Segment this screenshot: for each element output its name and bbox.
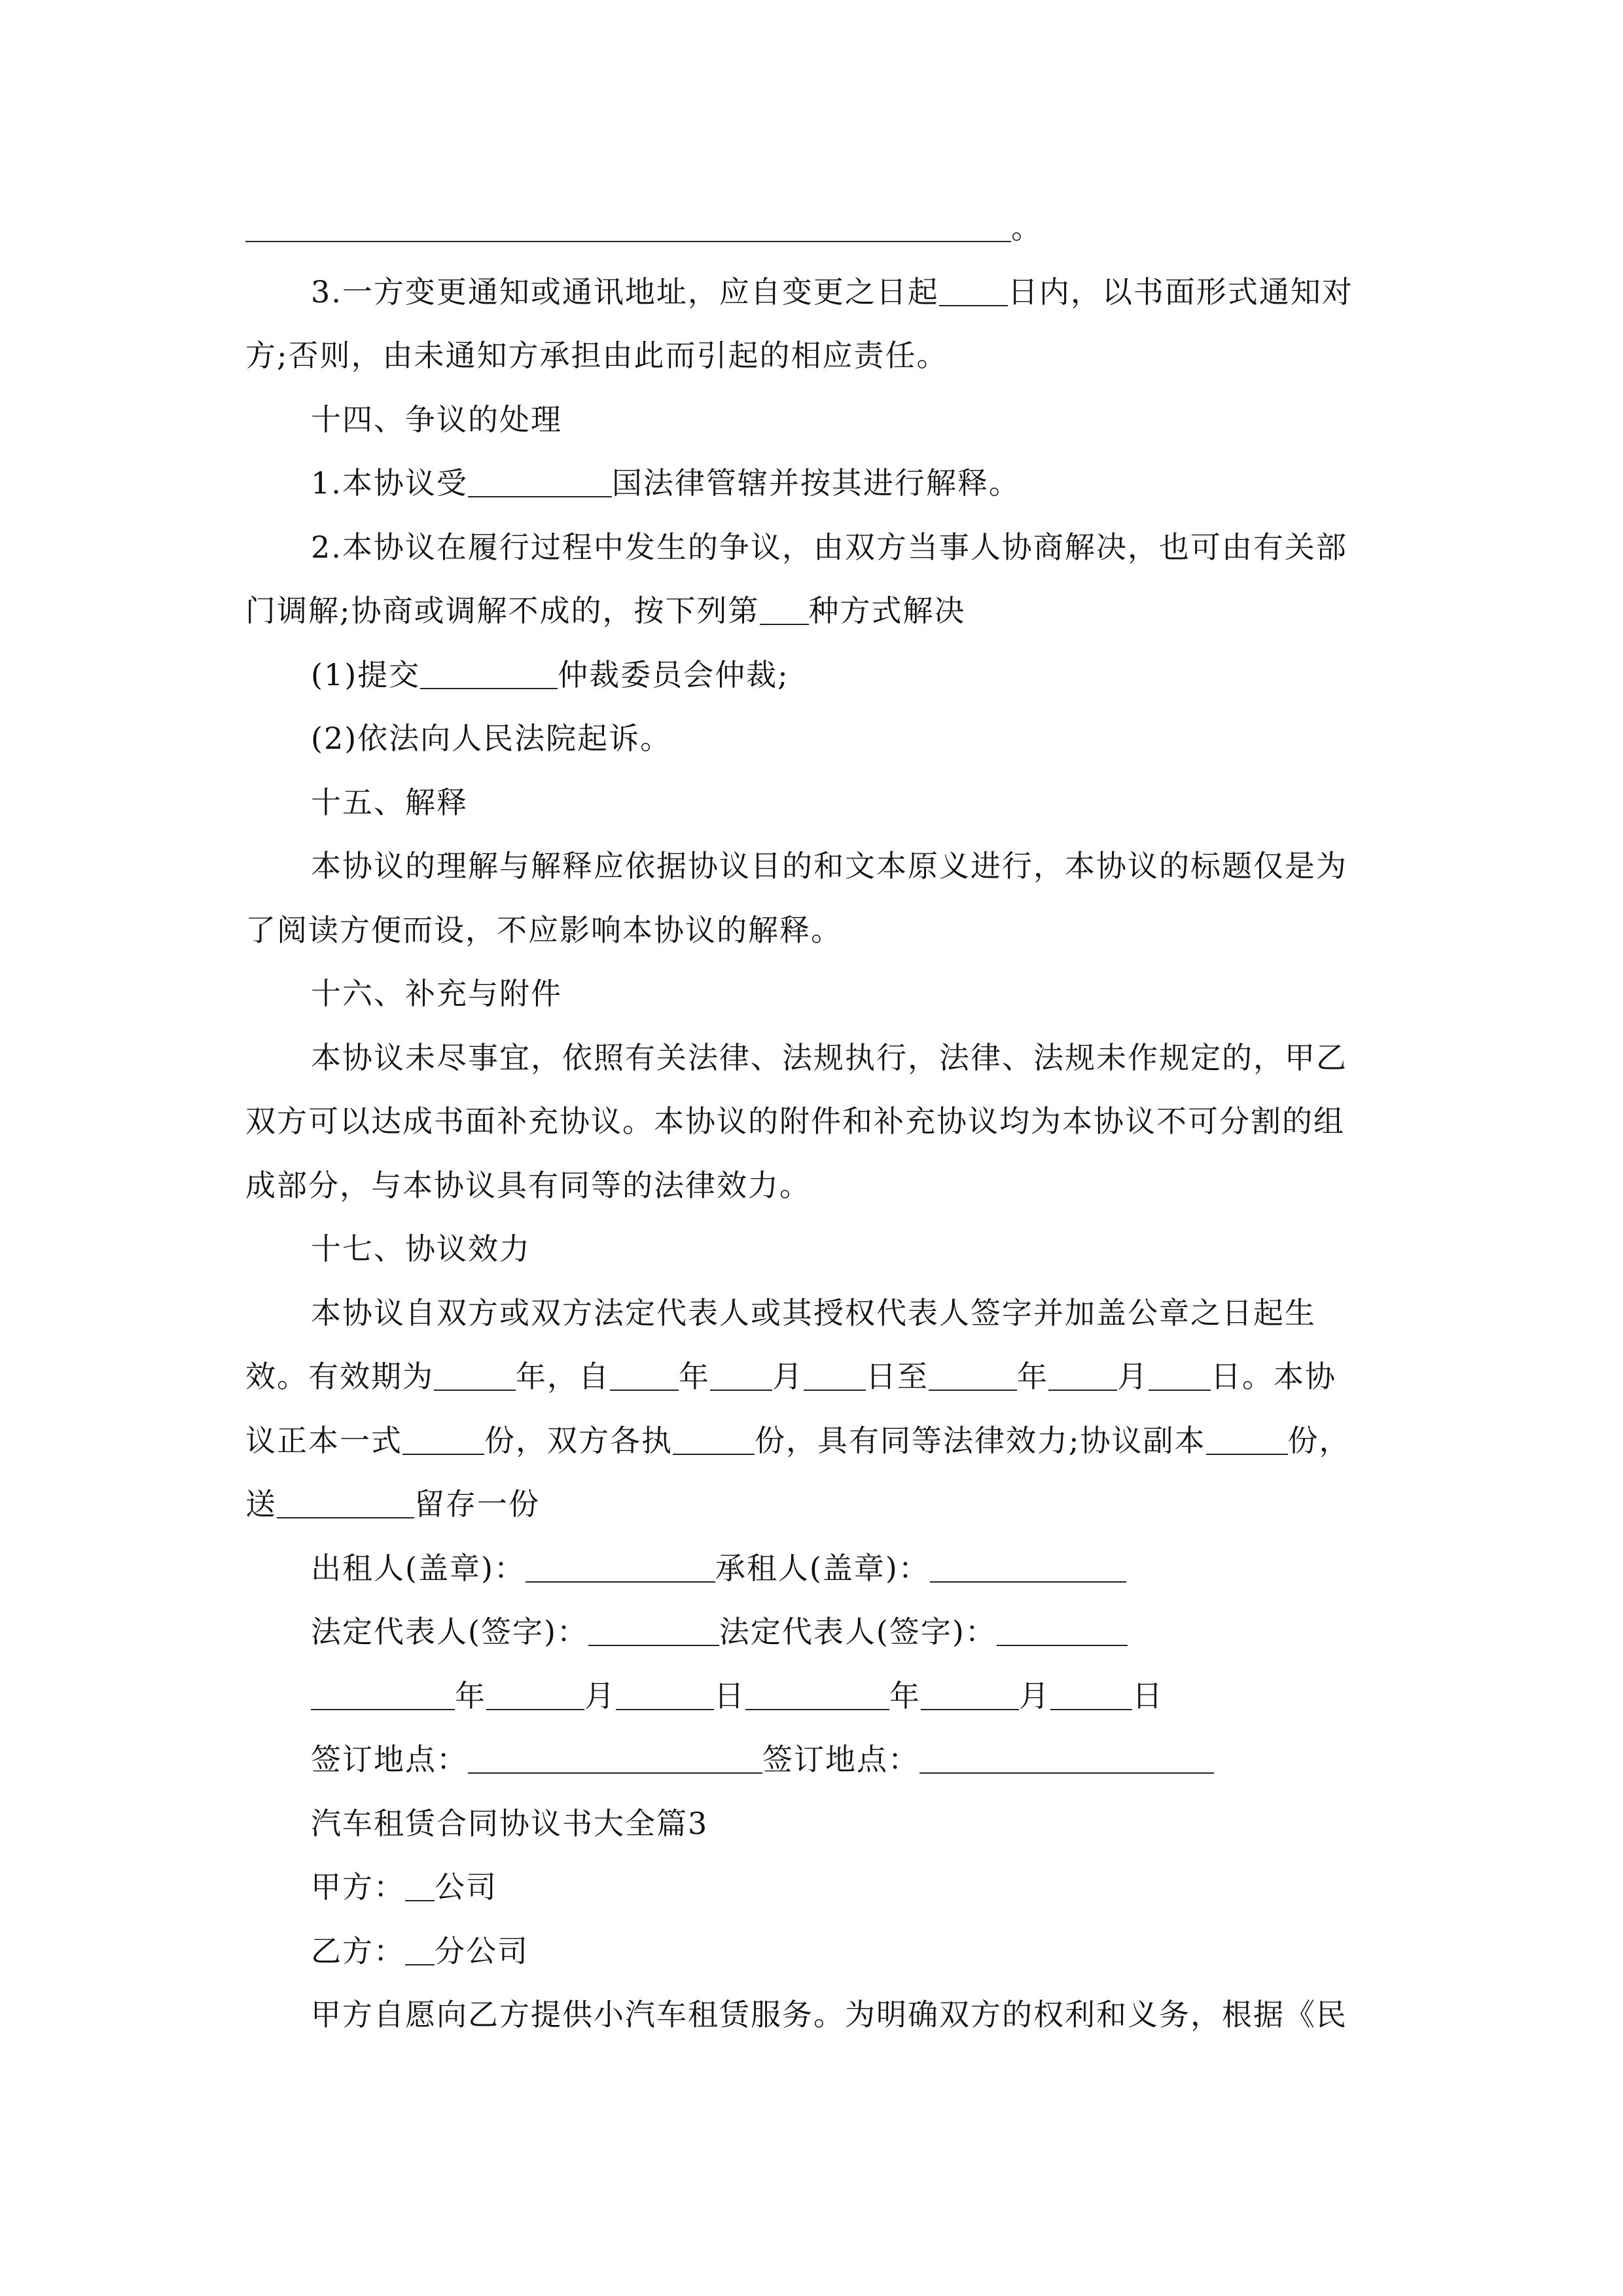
- text-segment: 年: [1017, 1359, 1048, 1394]
- text-segment: 甲方自愿向乙方提供小汽车租赁服务。为明确双方的权利和义务，根据《民: [311, 1997, 1347, 2032]
- section-heading: [311, 975, 562, 1012]
- blank-line: [929, 1363, 1017, 1391]
- text-line: [245, 337, 948, 374]
- text-segment: 仲裁委员会仲裁;: [558, 657, 789, 692]
- text-segment: 月: [1019, 1678, 1050, 1713]
- text-segment: 3.一方变更通知或通讯地址，应自变更之日起: [311, 274, 939, 310]
- signature-line: [311, 1613, 1128, 1650]
- text-line: [311, 1996, 1347, 2033]
- text-segment: 送: [245, 1486, 277, 1522]
- text-line: [311, 1039, 1347, 1076]
- text-segment: 签订地点：: [762, 1742, 919, 1777]
- blank-line: [245, 215, 1011, 242]
- blank-line: [405, 1938, 435, 1965]
- text-line: [311, 529, 1347, 565]
- text-line: [311, 656, 789, 693]
- party-line: [311, 1933, 529, 1969]
- text-line: [245, 1422, 1351, 1459]
- text-line: [245, 209, 1043, 246]
- text-segment: (1)提交: [311, 657, 421, 692]
- blank-line: [277, 1491, 414, 1518]
- text-segment: 十四、争议的处理: [311, 402, 562, 437]
- text-segment: 份，具有同等法律效力;协议副本: [755, 1423, 1206, 1458]
- text-segment: 签订地点：: [311, 1742, 468, 1777]
- text-segment: 份，双方各执: [484, 1423, 673, 1458]
- text-segment: (2)依法向人民法院起诉。: [311, 721, 672, 756]
- text-line: [311, 465, 1020, 501]
- blank-line: [921, 1683, 1019, 1710]
- blank-line: [588, 1619, 719, 1646]
- text-segment: 1.本协议受: [311, 465, 468, 501]
- text-segment: 方;否则，由未通知方承担由此而引起的相应责任。: [245, 338, 948, 373]
- text-line: [245, 1486, 540, 1522]
- blank-line: [1206, 1427, 1288, 1455]
- blank-line: [1048, 1363, 1117, 1391]
- section-heading: [311, 784, 468, 821]
- text-line: [311, 274, 1353, 310]
- text-segment: 甲方：: [311, 1869, 405, 1905]
- blank-line: [434, 1363, 516, 1391]
- text-segment: 议正本一式: [245, 1423, 402, 1458]
- blank-line: [710, 1363, 772, 1391]
- text-segment: 了阅读方便而设，不应影响本协议的解释。: [245, 912, 842, 948]
- text-segment: 效。有效期为: [245, 1359, 434, 1394]
- text-segment: 国法律管辖并按其进行解释。: [611, 465, 1020, 501]
- blank-line: [402, 1427, 484, 1455]
- blank-line: [673, 1427, 755, 1455]
- text-segment: 汽车租赁合同协议书大全篇3: [311, 1806, 709, 1841]
- blank-line: [997, 1619, 1128, 1646]
- text-segment: 承租人(盖章)：: [715, 1551, 930, 1586]
- blank-line: [486, 1683, 584, 1710]
- text-segment: 十七、协议效力: [311, 1231, 531, 1266]
- text-segment: 出租人(盖章)：: [311, 1551, 526, 1586]
- text-segment: 月: [1117, 1359, 1149, 1394]
- text-line: [245, 1167, 811, 1204]
- text-line: [245, 1103, 1345, 1139]
- text-segment: 门调解;协商或调解不成的，按下列第: [245, 593, 760, 628]
- blank-line: [405, 1874, 435, 1901]
- text-segment: 日。本协: [1211, 1359, 1336, 1394]
- text-segment: 日: [714, 1678, 745, 1713]
- blank-line: [745, 1683, 889, 1710]
- blank-line: [610, 1363, 679, 1391]
- text-segment: 本协议的理解与解释应依据协议目的和文本原义进行，本协议的标题仅是为: [311, 848, 1347, 884]
- text-segment: 分公司: [435, 1933, 529, 1969]
- blank-line: [804, 1363, 866, 1391]
- text-segment: 双方可以达成书面补充协议。本协议的附件和补充协议均为本协议不可分割的组: [245, 1103, 1345, 1139]
- text-line: [245, 912, 842, 948]
- text-line: [311, 720, 671, 757]
- blank-line: [939, 279, 1008, 306]
- blank-line: [468, 470, 612, 497]
- text-segment: 年: [889, 1678, 921, 1713]
- text-segment: 年: [679, 1359, 710, 1394]
- signature-line: [311, 1741, 1214, 1778]
- text-line: [311, 1295, 1316, 1331]
- blank-line: [526, 1555, 715, 1583]
- text-segment: 十六、补充与附件: [311, 976, 562, 1011]
- section-heading: [311, 401, 562, 438]
- text-segment: 2.本协议在履行过程中发生的争议，由双方当事人协商解决，也可由有关部: [311, 529, 1347, 565]
- text-segment: 月: [584, 1678, 616, 1713]
- document-heading: [311, 1805, 708, 1842]
- blank-line: [1149, 1363, 1211, 1391]
- blank-line: [616, 1683, 714, 1710]
- text-segment: 本协议未尽事宜，依照有关法律、法规执行，法律、法规未作规定的，甲乙: [311, 1040, 1347, 1075]
- text-segment: 年: [455, 1678, 486, 1713]
- text-segment: 公司: [435, 1869, 497, 1905]
- text-segment: 本协议自双方或双方法定代表人或其授权代表人签字并加盖公章之日起生: [311, 1295, 1316, 1331]
- text-segment: 法定代表人(签字)：: [311, 1614, 588, 1649]
- text-segment: 份，: [1287, 1423, 1351, 1458]
- date-line: [311, 1677, 1164, 1714]
- signature-line: [311, 1550, 1126, 1587]
- text-line: [245, 592, 966, 629]
- text-segment: 日: [1132, 1678, 1164, 1713]
- text-segment: 。: [1011, 210, 1043, 245]
- text-line: [245, 1358, 1336, 1395]
- blank-line: [1050, 1683, 1132, 1710]
- text-segment: 十五、解释: [311, 785, 468, 820]
- text-segment: 年，自: [516, 1359, 610, 1394]
- text-segment: 成部分，与本协议具有同等的法律效力。: [245, 1168, 811, 1203]
- blank-line: [420, 662, 558, 689]
- text-segment: 留存一份: [414, 1486, 540, 1522]
- text-segment: 种方式解决: [808, 593, 966, 628]
- text-segment: 乙方：: [311, 1933, 405, 1969]
- blank-line: [919, 1746, 1214, 1774]
- blank-line: [760, 598, 809, 625]
- blank-line: [930, 1555, 1126, 1583]
- text-segment: 月: [772, 1359, 804, 1394]
- text-segment: 日内，以书面形式通知对: [1007, 274, 1353, 310]
- text-segment: 日至: [866, 1359, 929, 1394]
- blank-line: [311, 1683, 455, 1710]
- text-line: [311, 848, 1347, 884]
- party-line: [311, 1869, 497, 1905]
- text-segment: 法定代表人(签字)：: [719, 1614, 997, 1649]
- section-heading: [311, 1230, 531, 1267]
- blank-line: [468, 1746, 762, 1774]
